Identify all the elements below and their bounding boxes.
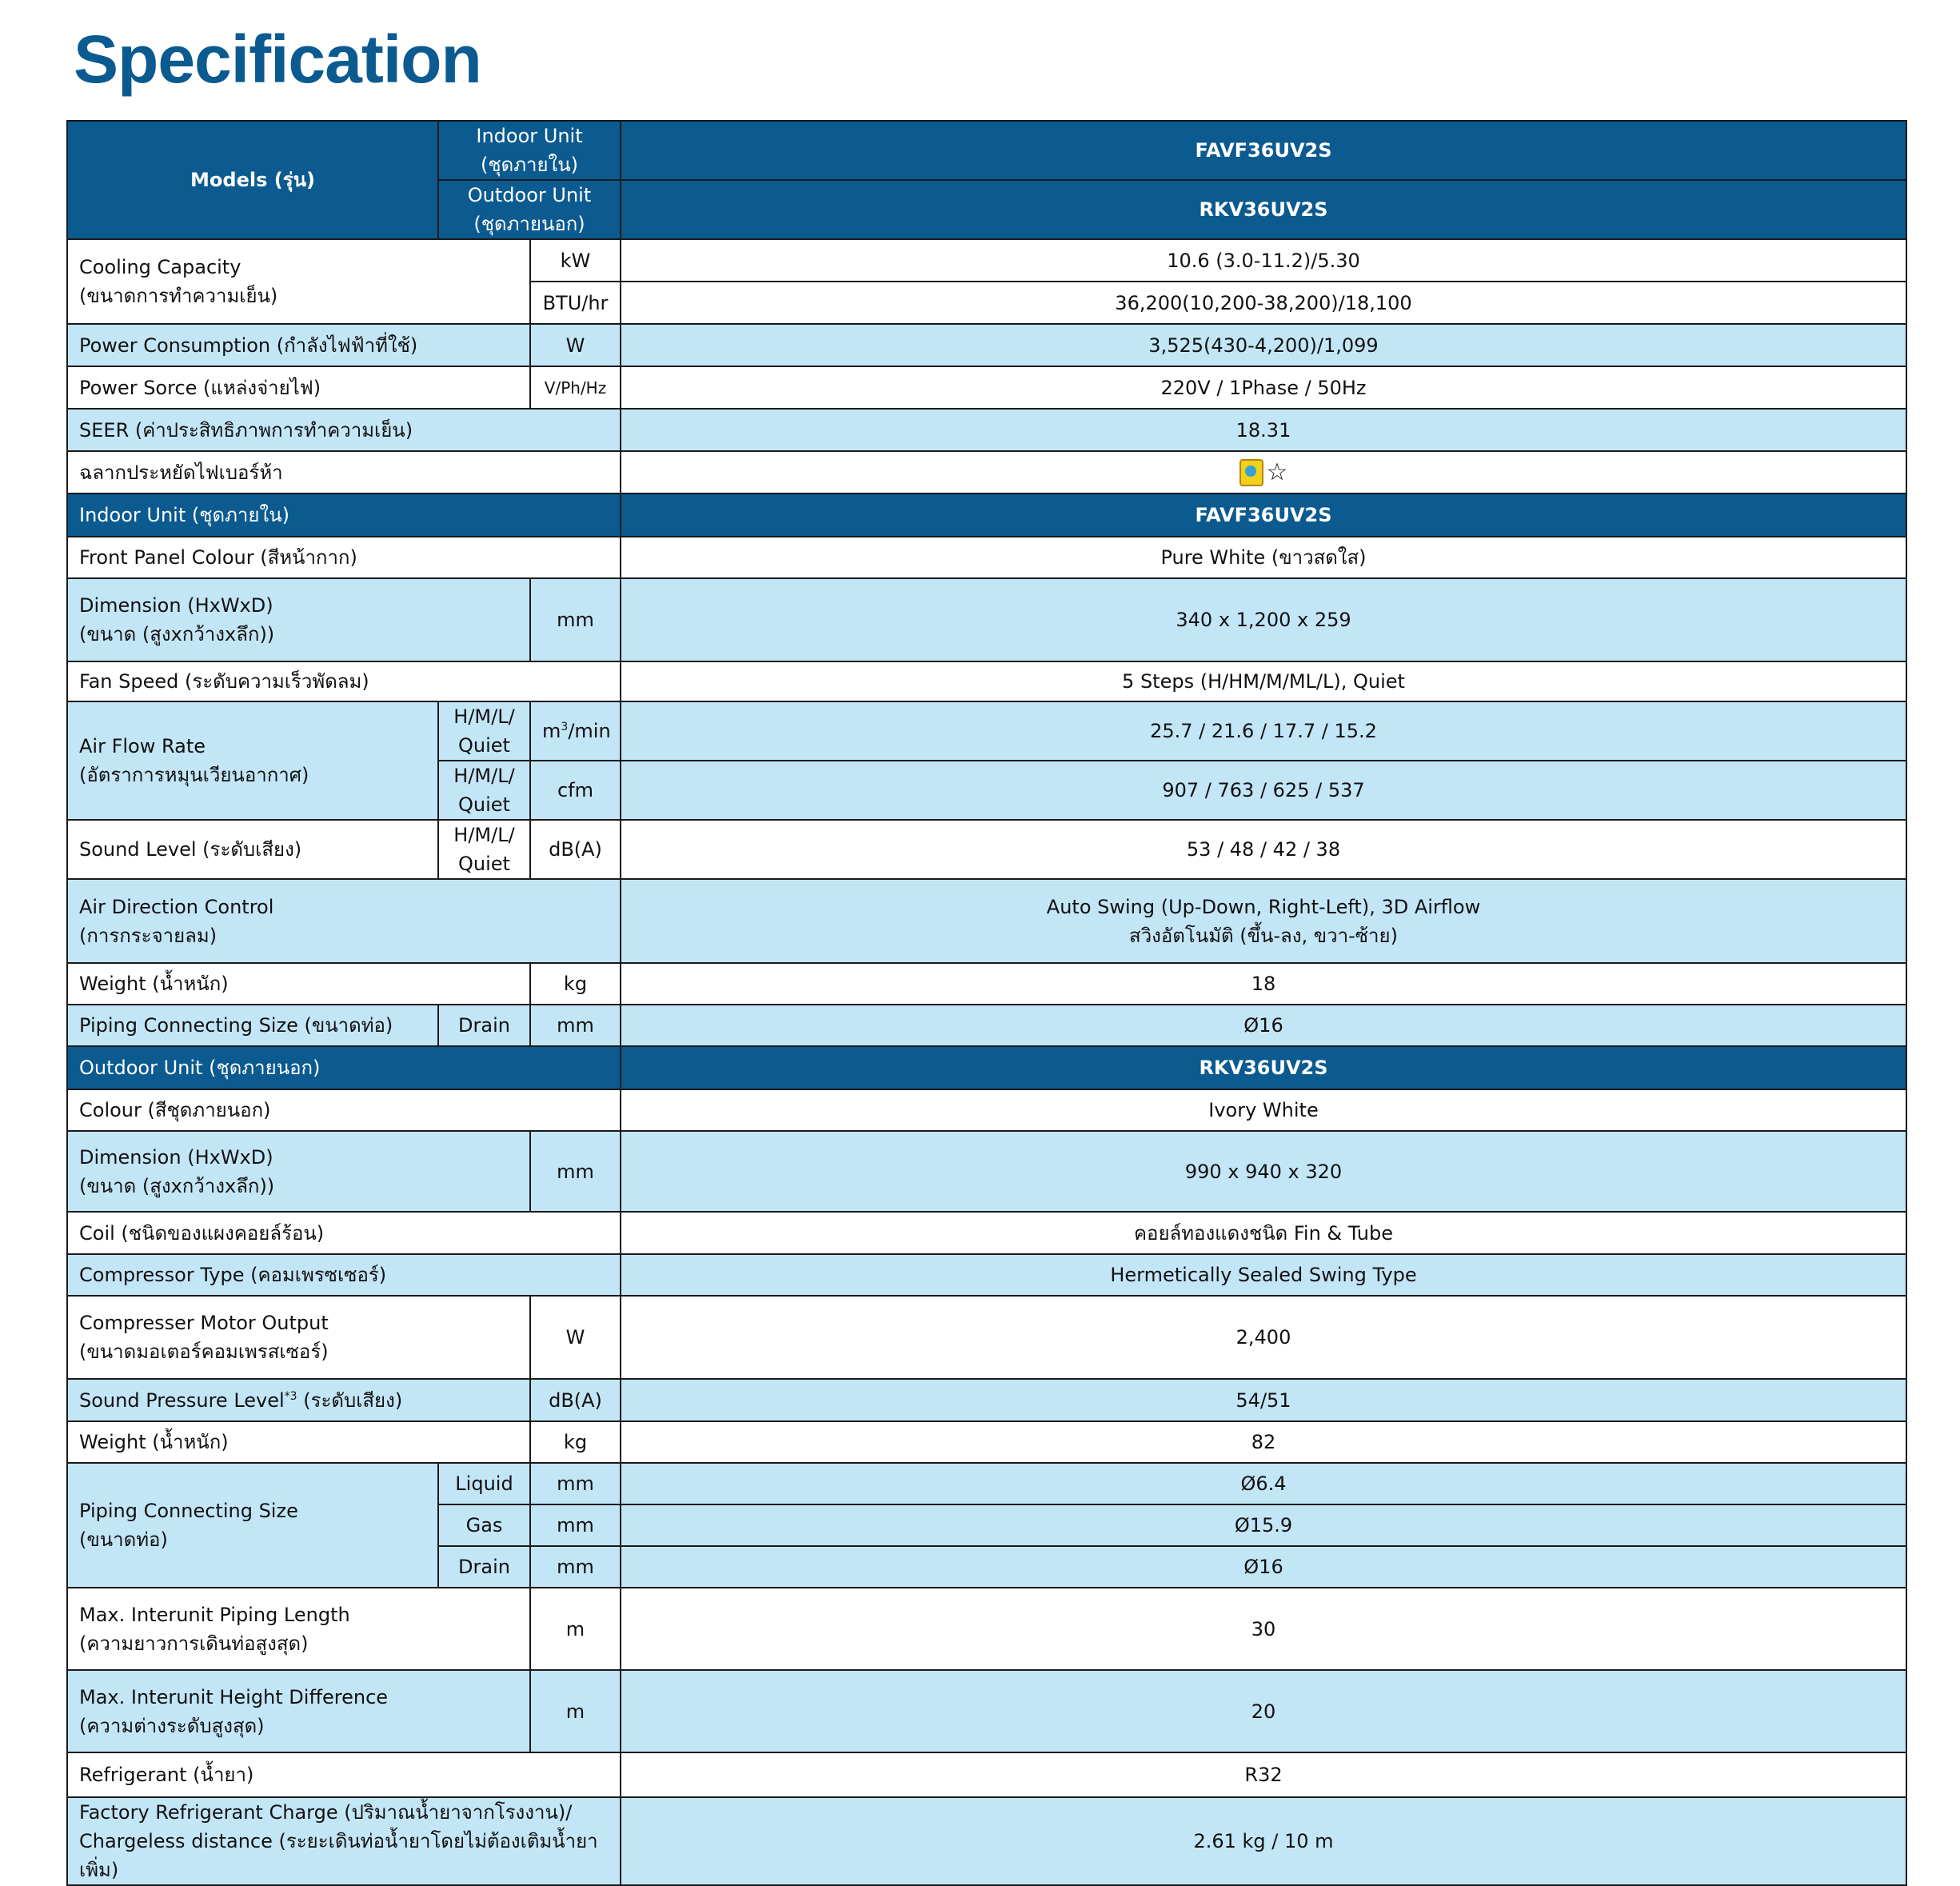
outdoor-model: RKV36UV2S <box>621 180 1906 239</box>
air-flow-mode-cfm: H/M/L/ Quiet <box>438 761 530 820</box>
max-length-value: 30 <box>621 1588 1906 1670</box>
coil-row <box>67 1212 1906 1254</box>
energy-label-value <box>621 451 1906 493</box>
indoor-piping-label: Piping Connecting Size (ขนาดท่อ) <box>67 1005 438 1046</box>
cooling-capacity-label: Cooling Capacity (ขนาดการทำความเย็น) <box>67 239 530 324</box>
piping-gas-unit: mm <box>530 1504 621 1546</box>
front-panel-row <box>67 537 1906 578</box>
star-icon: ☆ <box>1266 458 1288 486</box>
compressor-motor-row <box>67 1296 1906 1379</box>
indoor-model: FAVF36UV2S <box>621 121 1906 180</box>
power-source-label: Power Sorce (แหล่งจ่ายไฟ) <box>67 366 530 409</box>
indoor-weight-label: Weight (น้ำหนัก) <box>67 963 530 1005</box>
coil-value: คอยล์ทองแดงชนิด Fin & Tube <box>621 1212 1906 1254</box>
coil-label: Coil (ชนิดของแผงคอยล์ร้อน) <box>67 1212 621 1254</box>
indoor-piping-unit: mm <box>530 1005 621 1046</box>
compressor-type-label: Compressor Type (คอมเพรซเซอร์) <box>67 1254 621 1296</box>
power-consumption-row <box>67 324 1906 366</box>
air-direction-row <box>67 879 1906 963</box>
max-height-unit: m <box>530 1670 621 1752</box>
compressor-motor-label: Compresser Motor Output (ขนาดมอเตอร์คอมเพรสเซอร์) <box>67 1296 530 1379</box>
max-length-row <box>67 1588 1906 1670</box>
value-btu: 36,200(10,200-38,200)/18,100 <box>621 282 1906 324</box>
piping-gas-value: Ø15.9 <box>621 1504 1906 1546</box>
air-flow-unit-m3: $m^3/\min$ <box>530 701 621 761</box>
seer-label: SEER (ค่าประสิทธิภาพการทำความเย็น) <box>67 409 621 451</box>
fan-speed-label: Fan Speed (ระดับความเร็วพัดลม) <box>67 661 621 701</box>
energy-label-row <box>67 451 1906 493</box>
air-direction-value: Auto Swing (Up-Down, Right-Left), 3D Airflow สวิงอัตโนมัติ (ขึ้น-ลง, ขวา-ซ้าย) <box>621 879 1906 963</box>
max-length-unit: m <box>530 1588 621 1670</box>
models-label: Models (รุ่น) <box>67 121 438 239</box>
outdoor-piping-liquid-row <box>67 1463 1906 1504</box>
max-length-label: Max. Interunit Piping Length (ความยาวการเดินท่อสูงสุด) <box>67 1588 530 1670</box>
piping-liquid-type: Liquid <box>438 1463 530 1504</box>
cooling-capacity-row <box>67 239 1906 282</box>
models-indoor-row <box>67 121 1906 180</box>
indoor-piping-row <box>67 1005 1906 1046</box>
piping-drain-value: Ø16 <box>621 1546 1906 1588</box>
outdoor-colour-value: Ivory White <box>621 1089 1906 1131</box>
outdoor-weight-unit: kg <box>530 1421 621 1463</box>
piping-liquid-value: Ø6.4 <box>621 1463 1906 1504</box>
front-panel-label: Front Panel Colour (สีหน้ากาก) <box>67 537 621 578</box>
outdoor-dimension-unit: mm <box>530 1131 621 1212</box>
refrigerant-row <box>67 1752 1906 1797</box>
outdoor-colour-label: Colour (สีชุดภายนอก) <box>67 1089 621 1131</box>
indoor-piping-value: Ø16 <box>621 1005 1906 1046</box>
compressor-type-row <box>67 1254 1906 1296</box>
fan-speed-row <box>67 661 1906 701</box>
max-height-row <box>67 1670 1906 1752</box>
factory-charge-row <box>67 1797 1906 1885</box>
outdoor-section-model: RKV36UV2S <box>621 1046 1906 1089</box>
energy-label-icon <box>1239 459 1263 486</box>
energy-label-text: ฉลากประหยัดไฟเบอร์ห้า <box>67 451 621 493</box>
specification-table <box>66 120 1907 1886</box>
indoor-piping-type: Drain <box>438 1005 530 1046</box>
outdoor-colour-row <box>67 1089 1906 1131</box>
power-source-row <box>67 366 1906 409</box>
sound-pressure-unit: dB(A) <box>530 1379 621 1421</box>
piping-drain-unit: mm <box>530 1546 621 1588</box>
indoor-weight-value: 18 <box>621 963 1906 1005</box>
air-flow-mode: H/M/L/ Quiet <box>438 701 530 761</box>
sound-pressure-label: Sound Pressure Level$^{*3}$ (ระดับเสียง) <box>67 1379 530 1421</box>
factory-charge-value: 2.61 kg / 10 m <box>621 1797 1906 1885</box>
refrigerant-label: Refrigerant (น้ำยา) <box>67 1752 621 1797</box>
indoor-dimension-unit: mm <box>530 578 621 661</box>
sound-pressure-row <box>67 1379 1906 1421</box>
outdoor-dimension-row <box>67 1131 1906 1212</box>
refrigerant-value: R32 <box>621 1752 1906 1797</box>
seer-value: 18.31 <box>621 409 1906 451</box>
outdoor-weight-row <box>67 1421 1906 1463</box>
fan-speed-value: 5 Steps (H/HM/M/ML/L), Quiet <box>621 661 1906 701</box>
outdoor-weight-label: Weight (น้ำหนัก) <box>67 1421 530 1463</box>
outdoor-dimension-value: 990 x 940 x 320 <box>621 1131 1906 1212</box>
air-flow-label: Air Flow Rate (อัตราการหมุนเวียนอากาศ) <box>67 701 438 820</box>
indoor-weight-unit: kg <box>530 963 621 1005</box>
unit-kw: kW <box>530 239 621 282</box>
air-flow-value-cfm: 907 / 763 / 625 / 537 <box>621 761 1906 820</box>
piping-drain-type: Drain <box>438 1546 530 1588</box>
air-flow-row <box>67 701 1906 761</box>
indoor-unit-header: Indoor Unit (ชุดภายใน) <box>438 121 621 180</box>
sound-pressure-value: 54/51 <box>621 1379 1906 1421</box>
outdoor-weight-value: 82 <box>621 1421 1906 1463</box>
indoor-dimension-label: Dimension (HxWxD) (ขนาด (สูงxกว้างxลึก)) <box>67 578 530 661</box>
piping-gas-type: Gas <box>438 1504 530 1546</box>
air-flow-unit-cfm: cfm <box>530 761 621 820</box>
sound-level-mode: H/M/L/ Quiet <box>438 820 530 879</box>
factory-charge-label: Factory Refrigerant Charge (ปริมาณน้ำยาจากโรงงาน)/ Chargeless distance (ระยะเดินท่อน้ำยาโดยไม่ต้องเติมน้ำยาเพิ่ม) <box>67 1797 621 1885</box>
compressor-type-value: Hermetically Sealed Swing Type <box>621 1254 1906 1296</box>
sound-level-unit: dB(A) <box>530 820 621 879</box>
indoor-section-row <box>67 493 1906 537</box>
power-consumption-unit: W <box>530 324 621 366</box>
max-height-value: 20 <box>621 1670 1906 1752</box>
power-consumption-value: 3,525(430-4,200)/1,099 <box>621 324 1906 366</box>
page-title: Specification <box>74 22 481 97</box>
sound-level-label: Sound Level (ระดับเสียง) <box>67 820 438 879</box>
indoor-weight-row <box>67 963 1906 1005</box>
air-flow-value-m3: 25.7 / 21.6 / 17.7 / 15.2 <box>621 701 1906 761</box>
sound-level-row <box>67 820 1906 879</box>
max-height-label: Max. Interunit Height Difference (ความต่างระดับสูงสุด) <box>67 1670 530 1752</box>
outdoor-unit-header: Outdoor Unit (ชุดภายนอก) <box>438 180 621 239</box>
indoor-dimension-row <box>67 578 1906 661</box>
outdoor-dimension-label: Dimension (HxWxD) (ขนาด (สูงxกว้างxลึก)) <box>67 1131 530 1212</box>
compressor-motor-value: 2,400 <box>621 1296 1906 1379</box>
outdoor-section-label: Outdoor Unit (ชุดภายนอก) <box>67 1046 621 1089</box>
power-source-unit: V/Ph/Hz <box>530 366 621 409</box>
indoor-section-model: FAVF36UV2S <box>621 493 1906 537</box>
indoor-section-label: Indoor Unit (ชุดภายใน) <box>67 493 621 537</box>
air-direction-label: Air Direction Control (การกระจายลม) <box>67 879 621 963</box>
compressor-motor-unit: W <box>530 1296 621 1379</box>
value-kw: 10.6 (3.0-11.2)/5.30 <box>621 239 1906 282</box>
outdoor-section-row <box>67 1046 1906 1089</box>
unit-btu: BTU/hr <box>530 282 621 324</box>
power-source-value: 220V / 1Phase / 50Hz <box>621 366 1906 409</box>
seer-row <box>67 409 1906 451</box>
front-panel-value: Pure White (ขาวสดใส) <box>621 537 1906 578</box>
sound-level-value: 53 / 48 / 42 / 38 <box>621 820 1906 879</box>
piping-liquid-unit: mm <box>530 1463 621 1504</box>
indoor-dimension-value: 340 x 1,200 x 259 <box>621 578 1906 661</box>
power-consumption-label: Power Consumption (กำลังไฟฟ้าที่ใช้) <box>67 324 530 366</box>
outdoor-piping-label: Piping Connecting Size (ขนาดท่อ) <box>67 1463 438 1588</box>
